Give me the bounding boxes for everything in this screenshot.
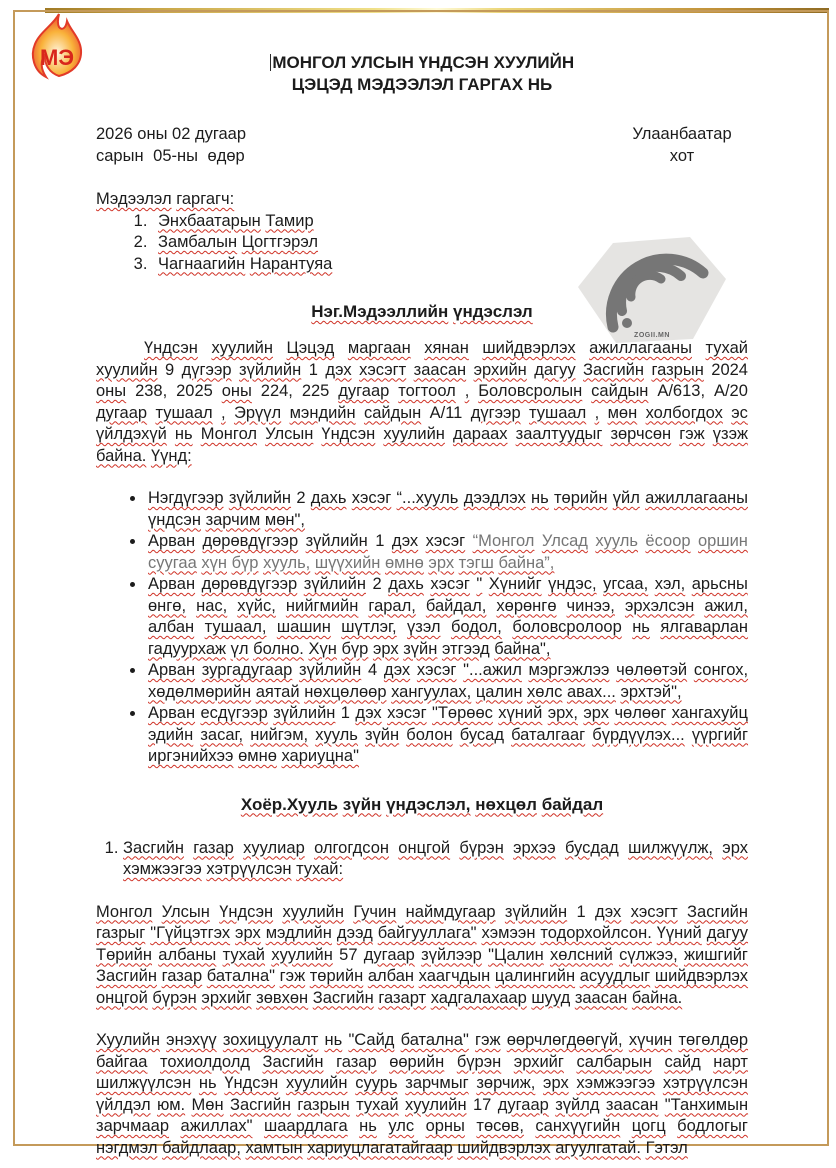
issuer-item: 2. Замбалын Цогтгэрэл (152, 232, 748, 254)
section-one-heading: Нэг.Мэдээллийн үндэслэл (311, 302, 533, 321)
violation-item: • Арван зургадугаар зүйлийн 4 дэх хэсэг "...ажил мэргэжлээ чөлөөтэй сонгох, хөдөлмөрийн аятай нөхцөлөөр хангуулах, цалин хөлс авах... эрхтэй", (146, 660, 748, 703)
legal-basis-paragraph-2: Хуулийн энэхүү зохицуулалт нь "Сайд батална" гэж өөрчлөгдөөгүй, хүчин төгөлдөр байгаа тохиолдолд Засгийн газар өөрийн бүрэн эрхийг салбарын сайд нарт шилжүүлсэн нь Үндсэн хуулийн суурь зарчмыг зөрчиж, эрх хэмжээгээ хэтрүүлсэн үйлдэл юм. Мөн Засгийн газрын тухай хуулийн 17 дугаар зүйлд заасан "Танхимын зарчмаар ажиллах" шаардлага нь улс орны төсөв, санхүүгийн цогц бодлогыг нэгдмэл байдлаар, хамтын хариуцлагатайгаар шийдвэрлэх агуулгатай. Гэтэл (96, 1031, 749, 1157)
date-block (96, 124, 336, 167)
violation-item: • Арван есдүгээр зүйлийн 1 дэх хэсэг "Төрөөс хүний эрх, эрх чөлөөг хангахуйц эдийн засаг, нийгэм, хууль зүйн болон бусад баталгааг бүрдүүлэх... үүргийг иргэнийхээ өмнө хариуцна" (146, 703, 748, 768)
logo-letters: МЭ (40, 45, 74, 70)
date-line-1: 2026 оны 02 дугаар (96, 125, 247, 143)
watermark-label: ZOGII.MN (634, 332, 670, 339)
issuer-block (96, 189, 748, 275)
city-line-2: хот (669, 146, 695, 165)
issuer-item: 3. Чагнаагийн Нарантуяа (152, 254, 748, 276)
city-block (616, 124, 748, 167)
violation-item: • Арван дөрөвдүгээр зүйлийн 1 дэх хэсэг “Монгол Улсад хууль ёсоор оршин суугаа хүн бүр хууль, шүүхийн өмнө эрх тэгш байна”, (146, 531, 748, 574)
page-title (96, 52, 748, 96)
gold-top-rule (45, 8, 829, 13)
intro-paragraph: Үндсэн хуулийн Цэцэд маргаан хянан шийдвэрлэх ажиллагааны тухай хуулийн 9 дүгээр зүйлийн 1 дэх хэсэгт заасан эрхийн дагуу Засгийн газрын 2024 оны 238, 2025 оны 224, 225 дугаар тогтоол , Боловсролын сайдын А/613, А/20 дугаар тушаал , Эрүүл мэндийн сайдын А/11 дүгээр тушаал , мөн холбогдох эс үйлдэхүй нь Монгол Улсын Үндсэн хуулийн дараах заалтуудыг зөрчсөн гэж үзэж байна. Үүнд: (96, 339, 749, 465)
flame-logo-icon (26, 13, 88, 91)
issuer-label: Мэдээлэл гаргагч: (96, 190, 235, 208)
claims-list (96, 838, 748, 881)
violations-list (96, 488, 748, 768)
issuer-list (96, 211, 748, 276)
city-line-1: Улаанбаатар (632, 125, 732, 143)
meta-row (96, 124, 748, 167)
violation-item: • Нэгдүгээр зүйлийн 2 дахь хэсэг “...хууль дээдлэх нь төрийн үйл ажиллагааны үндсэн зарчим мөн", (146, 488, 748, 531)
violation-item: • Арван дөрөвдүгээр зүйлийн 2 дахь хэсэг " Хүнийг үндэс, угсаа, хэл, арьсны өнгө, нас, хүйс, нийгмийн гарал, байдал, хөрөнгө чинээ, эрхэлсэн ажил, албан тушаал, шашин шүтлэг, үзэл бодол, боловсролоор нь ялгаварлан гадуурхаж үл болно. Хүн бүр эрх зүйн этгээд байна", (146, 574, 748, 660)
claim-item (123, 838, 748, 881)
title-line-2: ЦЭЦЭД МЭДЭЭЛЭЛ ГАРГАХ НЬ (291, 75, 553, 94)
legal-basis-paragraph-1: Монгол Улсын Үндсэн хуулийн Гучин наймдугаар зүйлийн 1 дэх хэсэгт Засгийн газрыг "Гүйцэтгэх эрх мэдлийн дээд байгууллага" хэмээн тодорхойлсон. Үүний дагуу Төрийн албаны тухай хуулийн 57 дугаар зүйлээр "Цалин хөлсний сүлжээ, жишгийг Засгийн газар батална" гэж төрийн албан хаагчдын цалингийн асуудлыг шийдвэрлэх онцгой бүрэн эрхийг зөвхөн Засгийн газарт хадгалахаар шууд заасан байна. (96, 902, 749, 1007)
document-content (96, 52, 748, 1159)
date-line-2: сарын 05-ны өдөр (96, 146, 245, 165)
title-line-1: МОНГОЛ УЛСЫН ҮНДСЭН ХУУЛИЙН (272, 53, 575, 72)
issuer-item: 1. Энхбаатарын Тамир (152, 211, 748, 233)
claim-item-text: Засгийн газар хуулиар олгогдсон онцгой бүрэн эрхээ бусдад шилжүүлж, эрх хэмжээгээ хэтрүүлсэн тухай: (123, 838, 748, 878)
section-two-heading: Хоёр.Хууль зүйн үндэслэл, нөхцөл байдал (240, 794, 604, 814)
